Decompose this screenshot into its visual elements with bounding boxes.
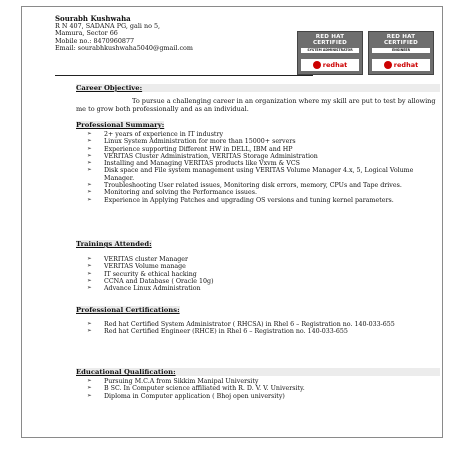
list-item [87, 263, 437, 270]
list-item [87, 328, 437, 335]
redhat-logo [301, 59, 359, 71]
badge-title: RED HAT CERTIFIED [383, 34, 419, 46]
list-item-text: IT security & ethical hacking [104, 270, 197, 278]
rhce-badge [368, 31, 434, 75]
trainings-heading: Trainings Attended: [76, 240, 152, 248]
list-item-text: VERITAS Volume manage [104, 263, 186, 271]
arrow-bullet-icon: ➢ [87, 256, 92, 262]
list-item [87, 146, 437, 153]
list-item-text: B SC. In Computer science affiliated with R. D. V. V. University. [104, 385, 305, 393]
list-item [87, 197, 437, 204]
list-item [87, 385, 437, 392]
list-item-text: Disk space and File system management using VERITAS Volume Manager 4.x, 5, Logical Volume Manager. [104, 167, 414, 182]
list-item-text: Red hat Certified Engineer (RHCE) in Rhel 6 – Registration no. 140-033-655 [104, 328, 348, 336]
badge-role: SYSTEM ADMINISTRATOR [301, 48, 359, 53]
arrow-bullet-icon: ➢ [87, 328, 92, 335]
list-item-text: Linux System Administration for more than 15000+ servers [104, 138, 296, 146]
list-item [87, 138, 437, 145]
arrow-bullet-icon: ➢ [87, 321, 92, 327]
list-item-text: Diploma in Computer application ( Bhoj open university) [104, 392, 285, 400]
arrow-bullet-icon: ➢ [87, 385, 92, 392]
arrow-bullet-icon: ➢ [87, 145, 92, 152]
rhcsa-badge [297, 31, 363, 75]
list-item [87, 285, 437, 292]
list-item-text: Experience in Applying Patches and upgrading OS versions and tuning kernel parameters. [104, 196, 394, 204]
redhat-hat-icon [384, 61, 392, 69]
list-item [87, 182, 437, 189]
list-item [87, 378, 437, 385]
badge-title: RED HAT CERTIFIED [312, 34, 348, 46]
list-item [87, 160, 437, 167]
badge-role: ENGINEER [372, 48, 430, 53]
list-item-text: Experience supporting Different HW in DELL, IBM and HP [104, 145, 293, 153]
redhat-logo-text: redhat [322, 61, 348, 69]
list-item [87, 131, 437, 138]
redhat-logo [372, 59, 430, 71]
contact-block [55, 15, 193, 53]
arrow-bullet-icon: ➢ [87, 263, 92, 270]
redhat-logo-text: redhat [393, 61, 419, 69]
candidate-name: Sourabh Kushwaha [55, 14, 131, 23]
list-item [87, 271, 437, 278]
email-address: Email: sourabhkushwaha5040@gmail.com [55, 44, 193, 53]
list-item-text: Pursuing M.C.A from Sikkim Manipal University [104, 378, 259, 385]
arrow-bullet-icon: ➢ [87, 277, 92, 284]
list-item-text: Troubleshooting User related issues, Monitoring disk errors, memory, CPUs and Tape drives. [104, 182, 402, 190]
career-objective-text: To pursue a challenging career in an organization where my skill are put to test by allowing me to grow both professionally and as an individual. [76, 97, 436, 114]
mobile-number: Mobile no.: 8470960877 [55, 36, 135, 45]
list-item-text: CCNA and Database ( Oracle 10g) [104, 277, 214, 285]
list-item [87, 321, 437, 328]
arrow-bullet-icon: ➢ [87, 152, 92, 159]
education-list [87, 378, 437, 400]
list-item-text: 2+ years of experience in IT industry [104, 131, 224, 138]
professional-summary-heading: Professional Summary: [76, 121, 165, 129]
list-item-text: Red hat Certified System Administrator ( RHCSA) in Rhel 6 – Registration no. 140-033-655 [104, 321, 395, 328]
redhat-hat-icon [313, 61, 321, 69]
arrow-bullet-icon: ➢ [87, 189, 92, 196]
trainings-list [87, 256, 437, 292]
career-objective-heading: Career Objective: [76, 84, 440, 92]
arrow-bullet-icon: ➢ [87, 392, 92, 399]
list-item-text: VERITAS Cluster Administration, VERITAS Storage Administration [104, 152, 318, 160]
arrow-bullet-icon: ➢ [87, 167, 92, 174]
list-item [87, 393, 437, 400]
list-item-text: VERITAS cluster Manager [104, 256, 188, 263]
arrow-bullet-icon: ➢ [87, 182, 92, 189]
certifications-list [87, 321, 437, 336]
professional-summary-list [87, 131, 437, 204]
arrow-bullet-icon: ➢ [87, 131, 92, 137]
contact-divider [55, 75, 313, 76]
list-item [87, 256, 437, 263]
list-item [87, 167, 437, 182]
arrow-bullet-icon: ➢ [87, 196, 92, 203]
address-line-2: Mamura, Sector 66 [55, 29, 118, 38]
list-item [87, 189, 437, 196]
arrow-bullet-icon: ➢ [87, 285, 92, 292]
list-item-text: Monitoring and solving the Performance issues. [104, 189, 257, 197]
address-line-1: R N 407, SADANA PG, gali no 5, [55, 21, 161, 30]
list-item [87, 278, 437, 285]
arrow-bullet-icon: ➢ [87, 138, 92, 145]
list-item [87, 153, 437, 160]
education-heading: Educational Qualification: [76, 368, 440, 376]
arrow-bullet-icon: ➢ [87, 160, 92, 167]
arrow-bullet-icon: ➢ [87, 378, 92, 384]
arrow-bullet-icon: ➢ [87, 270, 92, 277]
list-item-text: Advance Linux Administration [104, 285, 201, 293]
certifications-heading: Professional Certifications: [76, 306, 180, 314]
list-item-text: Installing and Managing VERITAS products like Vxvm & VCS [104, 160, 300, 168]
resume-page [21, 6, 443, 438]
